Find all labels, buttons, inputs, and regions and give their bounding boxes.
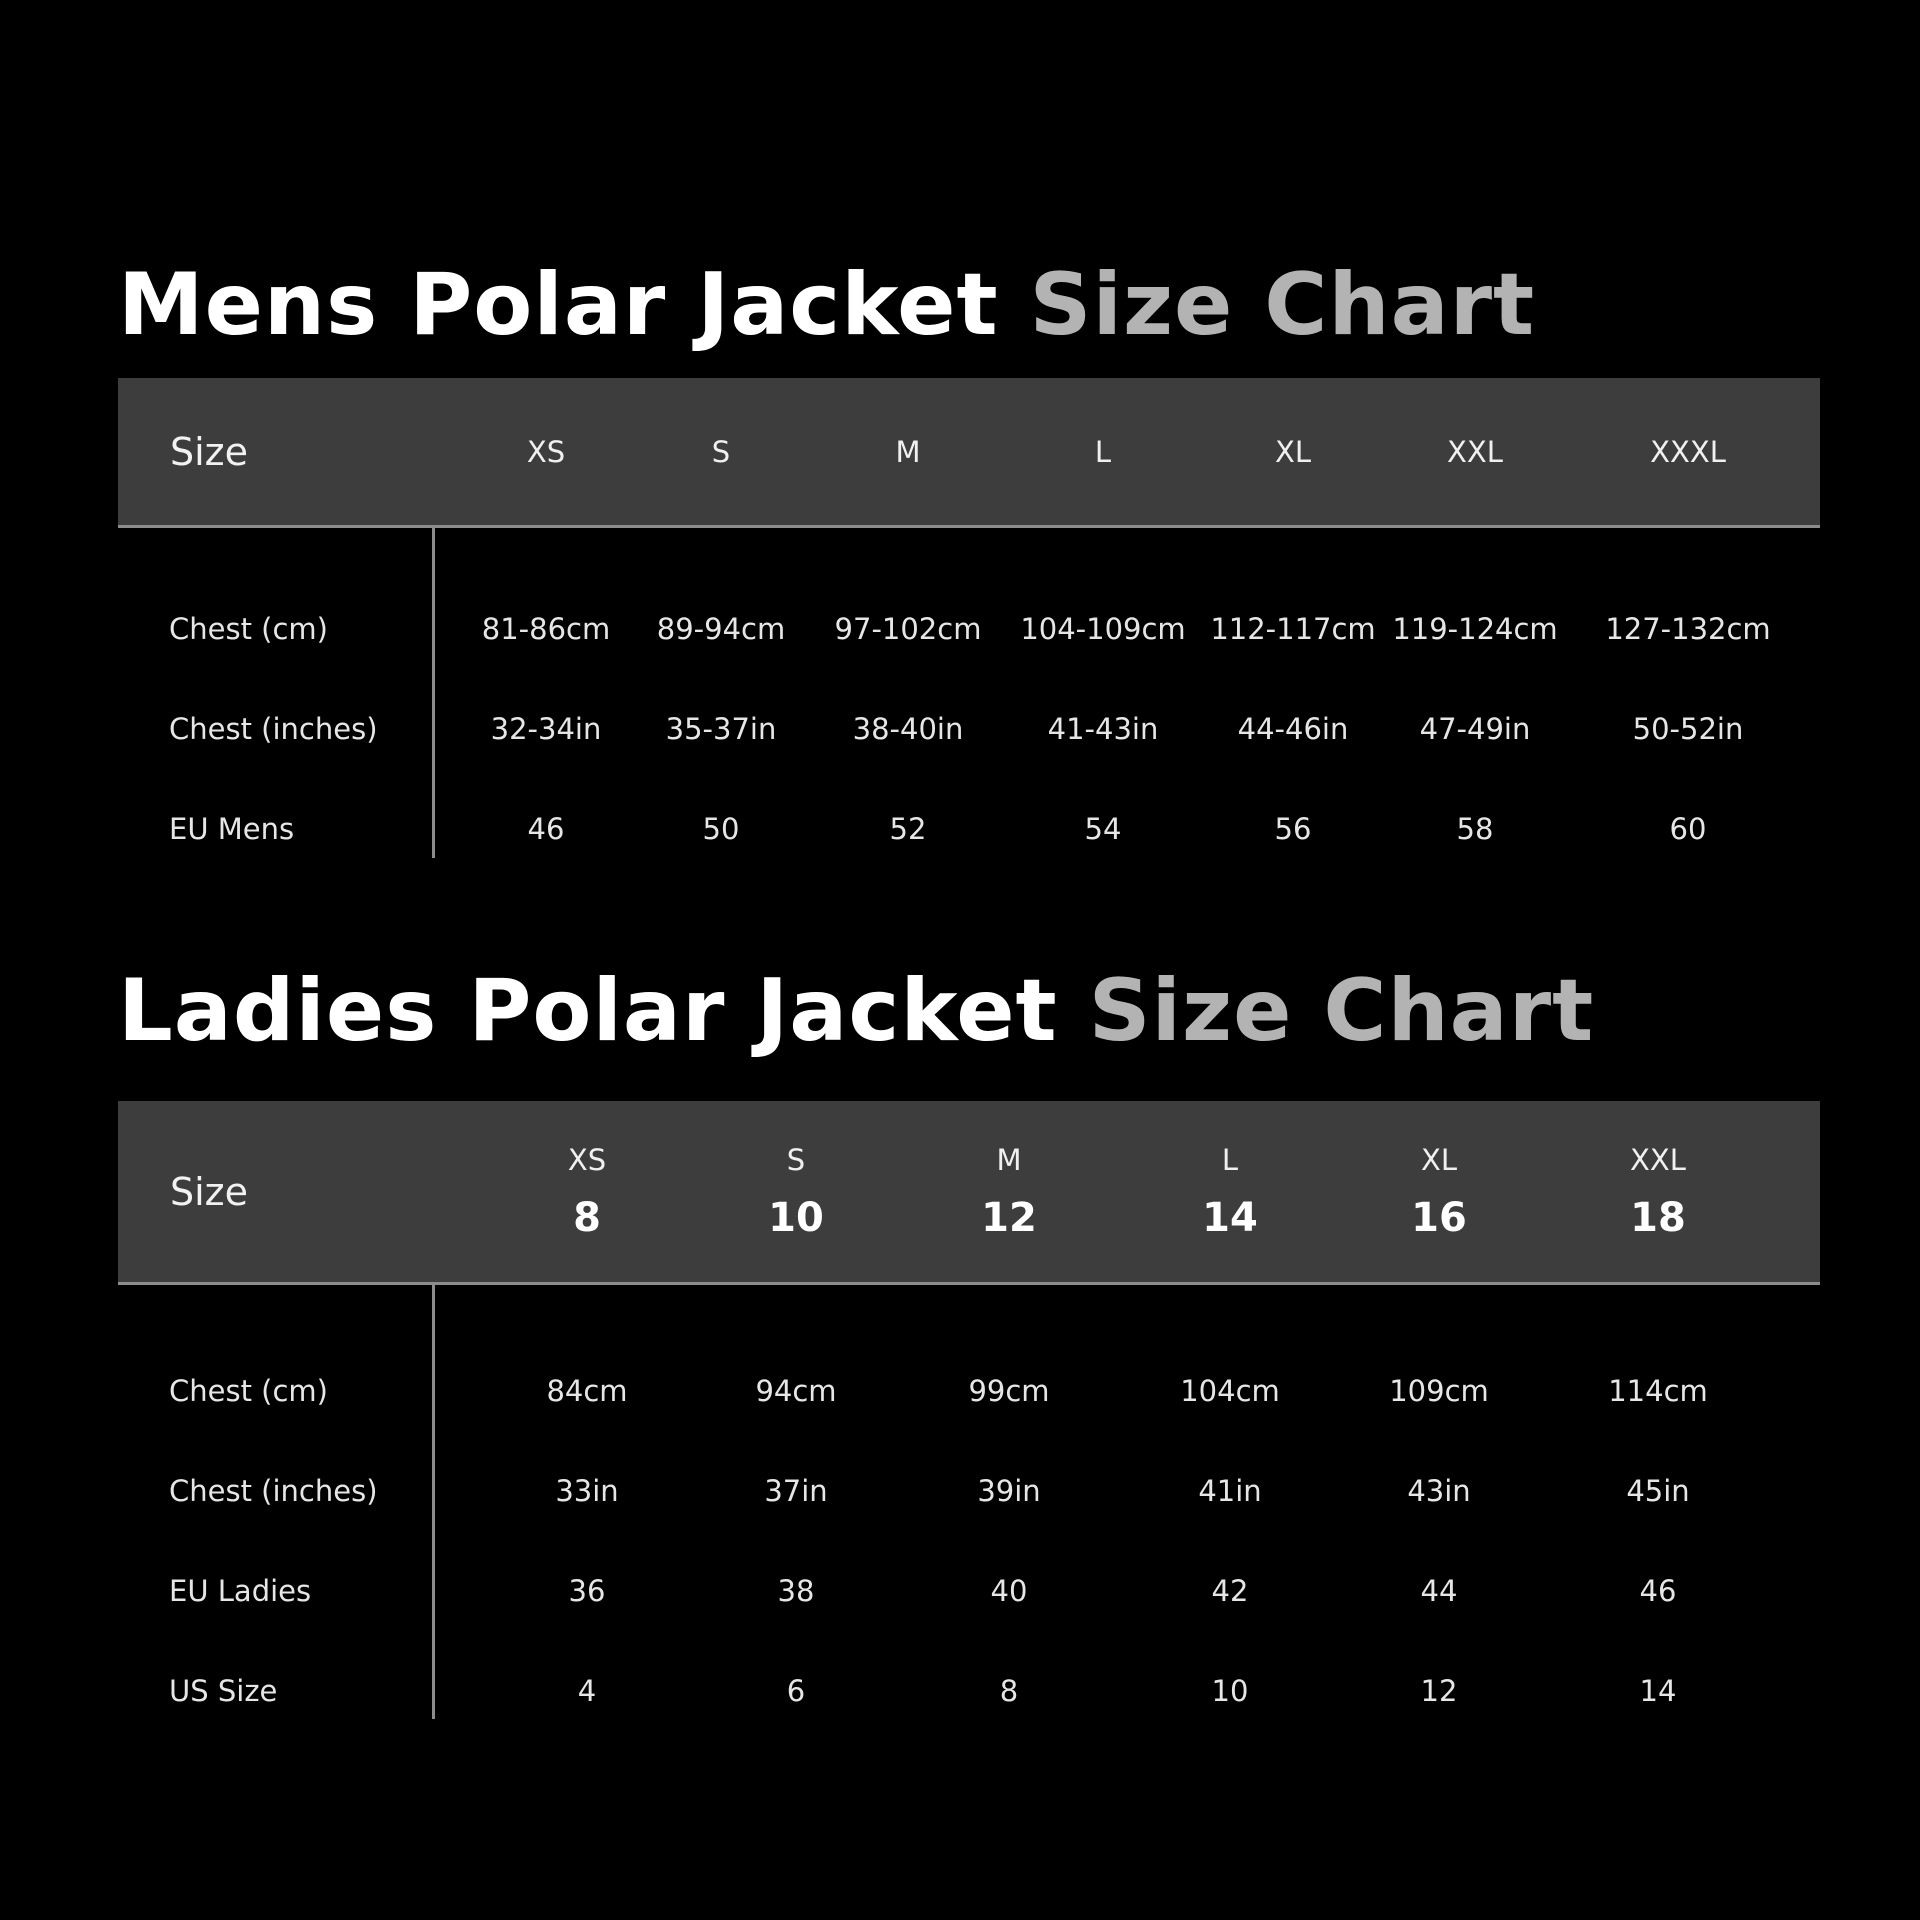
ladies-table-cell: 37in	[764, 1474, 828, 1508]
ladies-row-label: Chest (inches)	[169, 1474, 378, 1508]
ladies-header-col	[1202, 1101, 1258, 1282]
mens-table-cell: 58	[1456, 812, 1494, 846]
ladies-header-size-number: 18	[1630, 1194, 1686, 1241]
ladies-table-cell: 114cm	[1608, 1374, 1708, 1408]
ladies-table-cell: 45in	[1626, 1474, 1690, 1508]
mens-header-col	[1095, 378, 1111, 525]
ladies-header-columns	[433, 1101, 1820, 1282]
ladies-header-col	[1411, 1101, 1467, 1282]
mens-table-row	[118, 812, 1820, 852]
mens-row-label: Chest (inches)	[169, 712, 378, 746]
ladies-header-size-number: 16	[1411, 1194, 1467, 1241]
ladies-table-cell: 36	[568, 1574, 606, 1608]
ladies-header-size: XL	[1420, 1142, 1458, 1177]
mens-table-cell: 41-43in	[1047, 712, 1159, 746]
ladies-header-size-number: 8	[573, 1194, 601, 1241]
ladies-table-row	[118, 1474, 1820, 1514]
mens-header-col	[527, 378, 565, 525]
ladies-title-accent: Size Chart	[1088, 961, 1595, 1061]
mens-header-size-label: Size	[170, 429, 249, 474]
ladies-header-size-number: 10	[768, 1194, 824, 1241]
ladies-table-cell: 8	[999, 1674, 1019, 1708]
mens-table-cell: 54	[1084, 812, 1122, 846]
ladies-table-cell: 12	[1420, 1674, 1458, 1708]
mens-header-bar	[118, 378, 1820, 528]
mens-header-col	[1650, 378, 1726, 525]
ladies-header-size-label: Size	[170, 1169, 249, 1214]
ladies-table-cell: 33in	[555, 1474, 619, 1508]
ladies-size-table	[118, 1101, 1820, 1719]
mens-table-body	[118, 528, 1820, 858]
mens-table-cell: 112-117cm	[1210, 612, 1376, 646]
ladies-header-size-number: 12	[981, 1194, 1037, 1241]
ladies-header-bar	[118, 1101, 1820, 1285]
mens-table-row	[118, 612, 1820, 652]
ladies-header-size: M	[996, 1142, 1022, 1177]
ladies-table-cell: 39in	[977, 1474, 1041, 1508]
ladies-header-size: L	[1221, 1142, 1239, 1177]
ladies-row-label: Chest (cm)	[169, 1374, 328, 1408]
ladies-table-cell: 38	[777, 1574, 815, 1608]
ladies-table-cell: 84cm	[546, 1374, 628, 1408]
ladies-table-cell: 42	[1211, 1574, 1249, 1608]
mens-column-divider	[432, 528, 435, 858]
mens-header-size: M	[895, 434, 921, 469]
ladies-table-cell: 40	[990, 1574, 1028, 1608]
mens-header-size: L	[1094, 434, 1112, 469]
ladies-table-body	[118, 1285, 1820, 1719]
mens-header-col	[1275, 378, 1311, 525]
mens-header-size: XXL	[1447, 434, 1503, 469]
mens-header-size: XXXL	[1650, 434, 1726, 469]
ladies-table-cell: 109cm	[1389, 1374, 1489, 1408]
mens-table-row	[118, 712, 1820, 752]
ladies-table-cell: 6	[786, 1674, 806, 1708]
ladies-table-cell: 41in	[1198, 1474, 1262, 1508]
ladies-header-col	[768, 1101, 824, 1282]
ladies-header-size: S	[786, 1142, 806, 1177]
mens-row-label: EU Mens	[169, 812, 295, 846]
ladies-table-cell: 94cm	[755, 1374, 837, 1408]
ladies-title	[118, 961, 1595, 1061]
mens-size-table	[118, 378, 1820, 858]
ladies-title-main: Ladies Polar Jacket	[118, 961, 1058, 1061]
ladies-table-cell: 44	[1420, 1574, 1458, 1608]
mens-title-main: Mens Polar Jacket	[118, 255, 999, 355]
ladies-table-row	[118, 1574, 1820, 1614]
mens-header-columns	[433, 378, 1820, 525]
mens-header-col	[895, 378, 920, 525]
mens-header-col	[712, 378, 730, 525]
mens-header-size: XS	[526, 434, 566, 469]
ladies-table-cell: 43in	[1407, 1474, 1471, 1508]
ladies-row-label: EU Ladies	[169, 1574, 312, 1608]
mens-table-cell: 32-34in	[490, 712, 602, 746]
ladies-header-size: XS	[567, 1142, 607, 1177]
mens-table-cell: 44-46in	[1237, 712, 1349, 746]
mens-table-cell: 81-86cm	[481, 612, 611, 646]
ladies-table-cell: 99cm	[968, 1374, 1050, 1408]
ladies-table-cell: 14	[1639, 1674, 1677, 1708]
mens-table-cell: 47-49in	[1419, 712, 1531, 746]
ladies-row-label: US Size	[169, 1674, 278, 1708]
mens-header-col	[1447, 378, 1503, 525]
mens-table-cell: 50-52in	[1632, 712, 1744, 746]
mens-row-label: Chest (cm)	[169, 612, 328, 646]
mens-table-cell: 50	[702, 812, 740, 846]
mens-table-cell: 104-109cm	[1020, 612, 1186, 646]
mens-table-cell: 35-37in	[665, 712, 777, 746]
mens-header-size: XL	[1274, 434, 1312, 469]
ladies-table-cell: 46	[1639, 1574, 1677, 1608]
ladies-header-col	[568, 1101, 606, 1282]
mens-table-cell: 97-102cm	[834, 612, 982, 646]
ladies-header-col	[1630, 1101, 1686, 1282]
mens-title-accent: Size Chart	[1029, 255, 1536, 355]
ladies-table-row	[118, 1674, 1820, 1714]
mens-table-cell: 52	[889, 812, 927, 846]
mens-table-cell: 89-94cm	[656, 612, 786, 646]
mens-title	[118, 255, 1536, 355]
ladies-header-size: XXL	[1630, 1142, 1686, 1177]
ladies-table-cell: 104cm	[1180, 1374, 1280, 1408]
ladies-table-cell: 4	[577, 1674, 597, 1708]
ladies-header-size-number: 14	[1202, 1194, 1258, 1241]
ladies-table-cell: 10	[1211, 1674, 1249, 1708]
mens-table-cell: 56	[1274, 812, 1312, 846]
mens-header-size: S	[711, 434, 731, 469]
ladies-table-row	[118, 1374, 1820, 1414]
mens-table-cell: 38-40in	[852, 712, 964, 746]
mens-table-cell: 119-124cm	[1392, 612, 1558, 646]
ladies-header-col	[981, 1101, 1037, 1282]
mens-table-cell: 46	[527, 812, 565, 846]
mens-table-cell: 127-132cm	[1605, 612, 1771, 646]
mens-table-cell: 60	[1669, 812, 1707, 846]
